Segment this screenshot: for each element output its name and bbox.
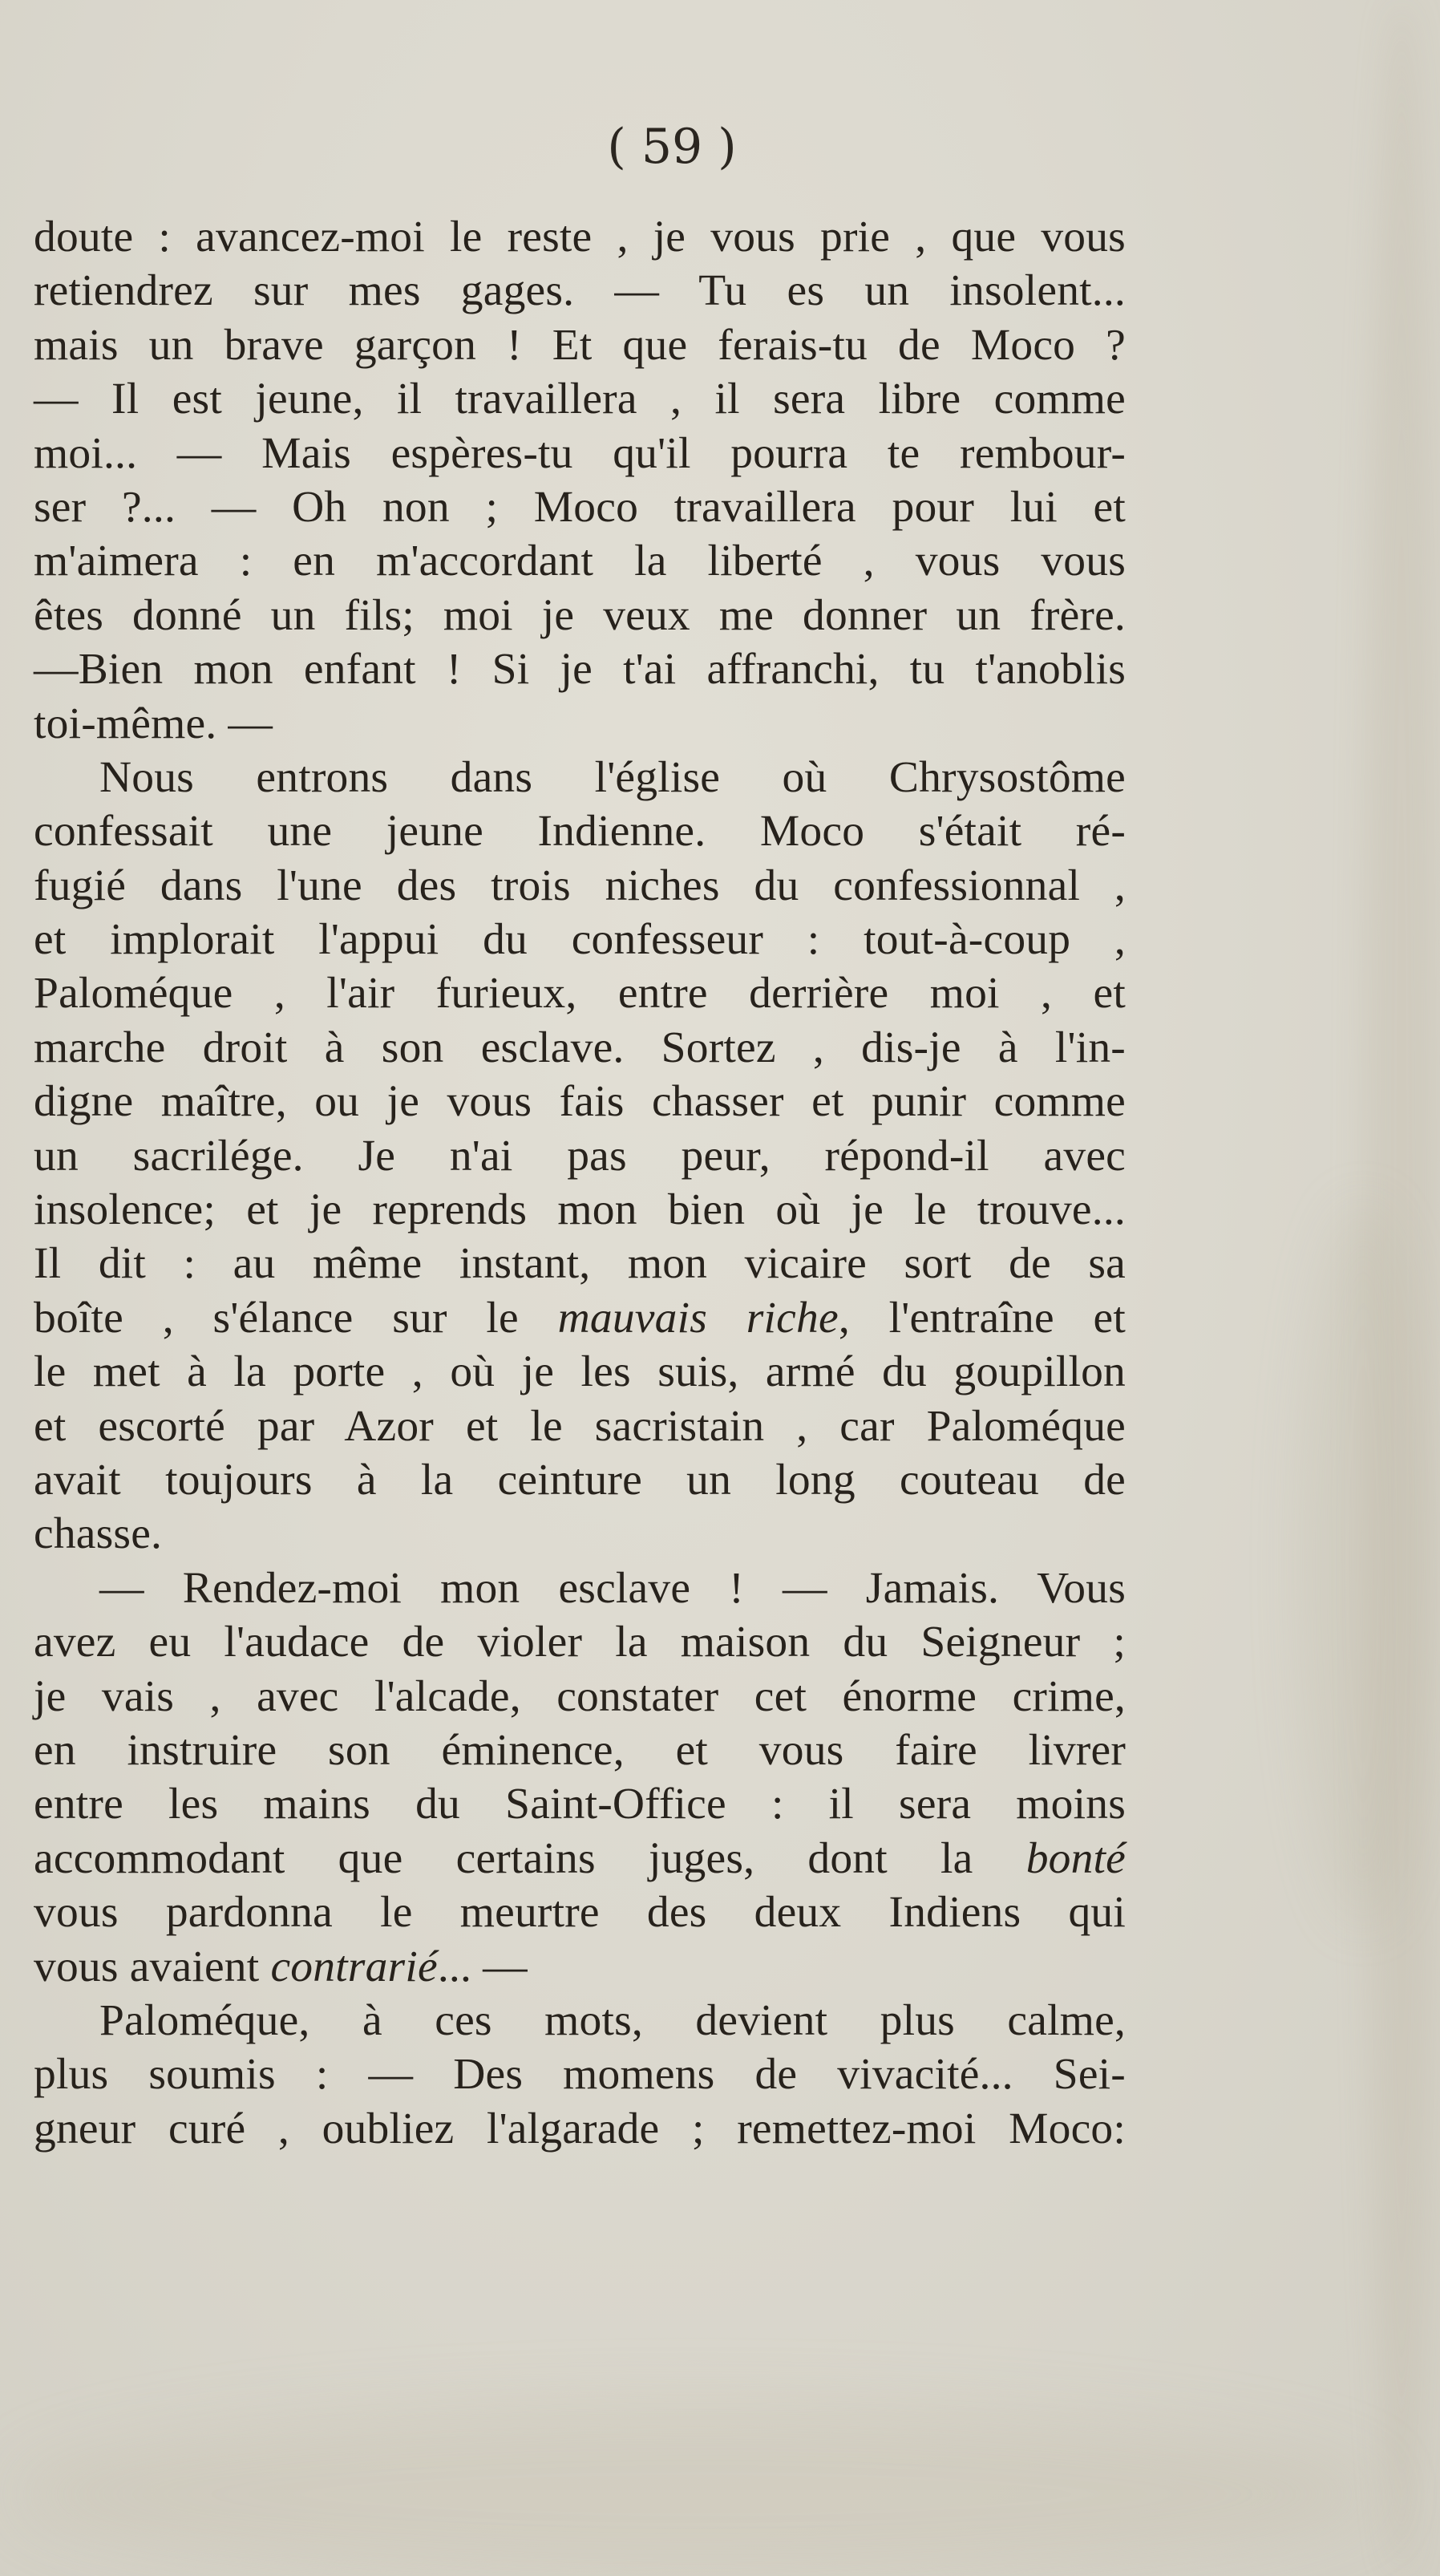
text-line: et implorait l'appui du confesseur : tout-à-coup , bbox=[34, 915, 1126, 965]
text-line: m'aimera : en m'accordant la liberté , vous vous bbox=[34, 537, 1126, 586]
text-line: confessait une jeune Indienne. Moco s'était ré- bbox=[34, 807, 1126, 857]
text-line: et escorté par Azor et le sacristain , car Paloméque bbox=[34, 1401, 1126, 1451]
text-line: Paloméque , l'air furieux, entre derrière moi , et bbox=[34, 969, 1126, 1019]
text-line: toi-même. — bbox=[34, 699, 273, 748]
italic-phrase: mauvais riche bbox=[557, 1293, 839, 1343]
text-line: digne maître, ou je vous fais chasser et punir comme bbox=[34, 1077, 1126, 1127]
text-line: avait toujours à la ceinture un long couteau de bbox=[34, 1455, 1126, 1505]
text-line: doute : avancez-moi le reste , je vous prie , que vous bbox=[34, 213, 1126, 261]
text-line: êtes donné un fils; moi je veux me donner un frère. bbox=[34, 590, 1126, 640]
italic-phrase: contrarié bbox=[270, 1942, 438, 1991]
text-line: entre les mains du Saint-Office : il sera moins bbox=[34, 1780, 1126, 1829]
text-line: Nous entrons dans l'église où Chrysostôme bbox=[99, 752, 1126, 802]
italic-phrase: bonté bbox=[1025, 1833, 1126, 1883]
text-line: Paloméque, à ces mots, devient plus calme, bbox=[99, 1995, 1126, 2045]
text-line: en instruire son éminence, et vous faire livrer bbox=[34, 1725, 1126, 1775]
text-line: vous avaient contrarié... — bbox=[34, 1942, 528, 1991]
text-line: chasse. bbox=[34, 1509, 163, 1559]
text-line: le met à la porte , où je les suis, armé du goupillon bbox=[34, 1347, 1126, 1397]
paper-stain bbox=[16, 2406, 1379, 2576]
text-line: je vais , avec l'alcade, constater cet énorme crime, bbox=[34, 1671, 1126, 1721]
text-line: vous pardonna le meurtre des deux Indiens qui bbox=[34, 1888, 1126, 1938]
text-line: retiendrez sur mes gages. — Tu es un insolent... bbox=[34, 266, 1126, 316]
paper-stain bbox=[1363, 0, 1440, 2576]
text-line: mais un brave garçon ! Et que ferais-tu de Moco ? bbox=[34, 320, 1126, 370]
text-line: plus soumis : — Des momens de vivacité... Sei- bbox=[34, 2050, 1126, 2100]
text-line: —Bien mon enfant ! Si je t'ai affranchi, tu t'anoblis bbox=[34, 645, 1126, 695]
body-text bbox=[34, 210, 1126, 2156]
text-line: boîte , s'élance sur le mauvais riche, l'entraîne et bbox=[34, 1293, 1126, 1343]
text-line: insolence; et je reprends mon bien où je le trouve... bbox=[34, 1185, 1126, 1235]
page-number: ( 59 ) bbox=[607, 119, 737, 175]
text-line: ser ?... — Oh non ; Moco travaillera pour lui et bbox=[34, 482, 1126, 532]
text-line: un sacrilége. Je n'ai pas peur, répond-il avec bbox=[34, 1131, 1126, 1181]
text-line: — Rendez-moi mon esclave ! — Jamais. Vous bbox=[99, 1563, 1126, 1613]
text-line: — Il est jeune, il travaillera , il sera libre comme bbox=[34, 375, 1126, 424]
text-line: fugié dans l'une des trois niches du confessionnal , bbox=[34, 861, 1126, 910]
paper-stain bbox=[1299, 1203, 1427, 1925]
text-line: moi... — Mais espères-tu qu'il pourra te rembour- bbox=[34, 428, 1126, 478]
text-line: accommodant que certains juges, dont la bonté bbox=[34, 1833, 1126, 1883]
text-line: avez eu l'audace de violer la maison du Seigneur ; bbox=[34, 1618, 1126, 1667]
text-line: Il dit : au même instant, mon vicaire sort de sa bbox=[34, 1239, 1126, 1289]
text-line: gneur curé , oubliez l'algarade ; remettez-moi Moco: bbox=[34, 2104, 1126, 2153]
text-line: marche droit à son esclave. Sortez , dis-je à l'in- bbox=[34, 1023, 1126, 1072]
